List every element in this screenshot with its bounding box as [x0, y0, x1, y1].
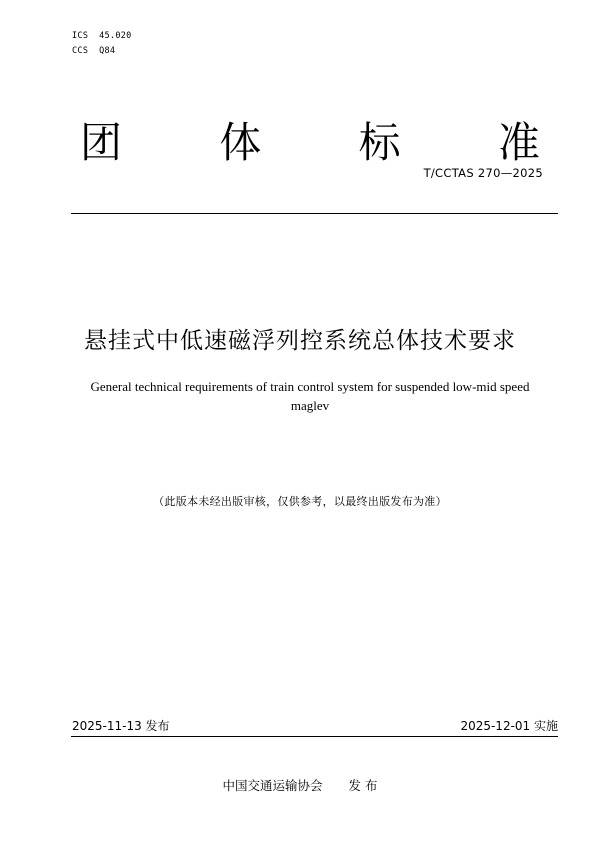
ics-code: ICS 45.020: [72, 31, 132, 41]
english-title: General technical requirements of train control system for suspended low-mid speed maglev: [90, 379, 530, 413]
standard-type-char: 标: [358, 118, 401, 167]
top-divider: [71, 213, 558, 214]
standard-type-char: 团: [80, 118, 123, 167]
publisher-action: 发 布: [348, 778, 378, 793]
standard-type-char: 体: [219, 118, 262, 167]
ccs-code: CCS Q84: [72, 46, 116, 56]
implementation-date: 2025-12-01 实施: [460, 719, 558, 733]
chinese-title: 悬挂式中低速磁浮列控系统总体技术要求: [84, 328, 516, 354]
publish-date: 2025-11-13 发布: [72, 719, 170, 733]
standard-number: T/CCTAS 270—2025: [423, 166, 543, 180]
standard-type-char: 准: [497, 118, 540, 167]
bottom-divider: [71, 736, 558, 737]
publisher-name: 中国交通运输协会: [222, 778, 323, 793]
publisher-line: [0, 776, 600, 794]
draft-note: （此版本未经出版审核，仅供参考，以最终出版发布为准）: [153, 495, 447, 508]
standard-type-heading: [80, 118, 540, 168]
